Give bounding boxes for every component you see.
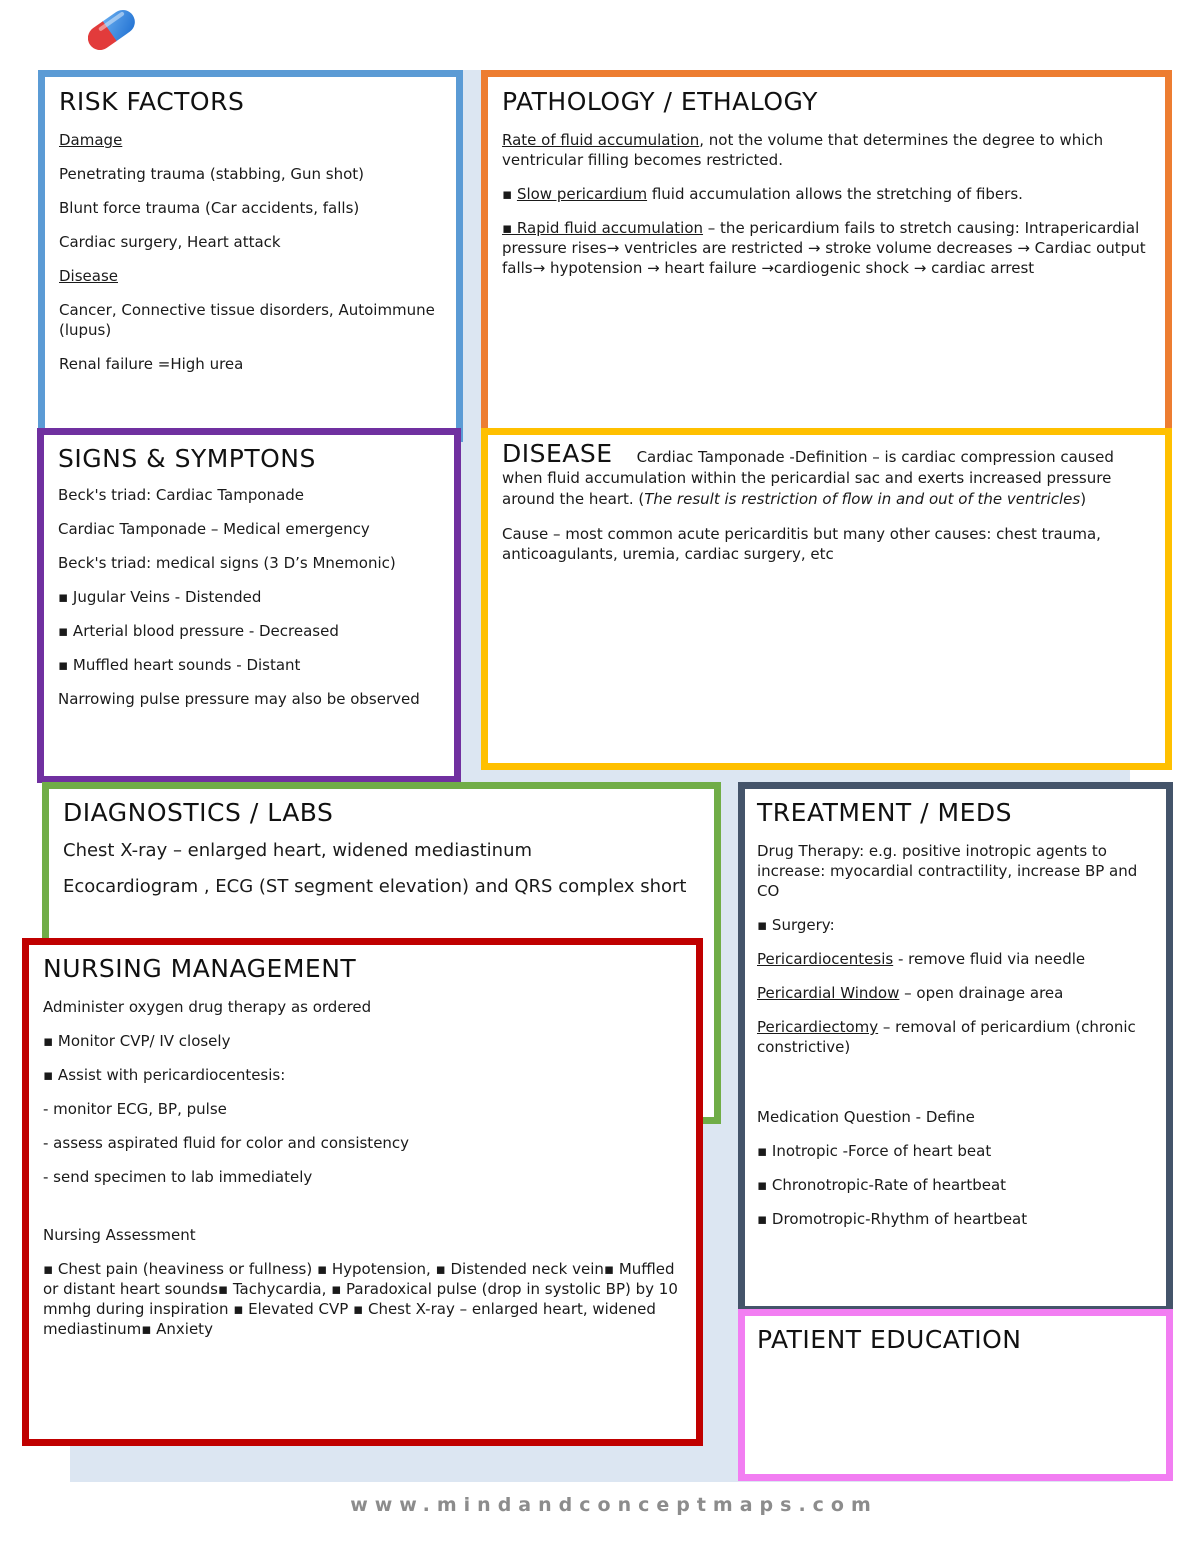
- damage-heading: Damage: [59, 131, 123, 149]
- rate-accumulation-term: Rate of fluid accumulation: [502, 131, 700, 149]
- pathology-title: PATHOLOGY / ETHALOGY: [502, 87, 818, 116]
- diagnostic-item: Ecocardiogram , ECG (ST segment elevation) and QRS complex short: [63, 876, 687, 897]
- signs-symptoms-box: [37, 428, 461, 783]
- procedure-item: [757, 949, 1154, 969]
- procedure-name: Pericardiectomy: [757, 1018, 879, 1036]
- rapid-accumulation-term: ▪ Rapid fluid accumulation: [502, 219, 704, 237]
- sign-item: ▪ Muffled heart sounds - Distant: [58, 656, 301, 674]
- disease-heading: Disease: [59, 267, 118, 285]
- sign-item: ▪ Jugular Veins - Distended: [58, 588, 262, 606]
- nursing-management-box: [22, 938, 703, 1446]
- medication-item: ▪ Dromotropic-Rhythm of heartbeat: [757, 1210, 1028, 1228]
- nursing-item: - send specimen to lab immediately: [43, 1168, 313, 1186]
- disease-title: DISEASE: [502, 439, 613, 468]
- disease-definition: [502, 439, 1151, 510]
- definition-italic: The result is restriction of flow in and out of the ventricles: [644, 490, 1081, 508]
- pathology-paragraph: [502, 184, 1151, 204]
- damage-item: Cardiac surgery, Heart attack: [59, 233, 281, 251]
- pathology-paragraph: [502, 130, 1151, 170]
- nursing-assessment-text: ▪ Chest pain (heaviness or fullness) ▪ Hypotension, ▪ Distended neck vein▪ Muffled or distant heart sounds▪ Tachycardia, ▪ Paradoxical pulse (drop in systolic BP) by 10 mmhg during inspiration ▪ Elevated CVP ▪ Chest X-ray – enlarged heart, widened mediastinum▪ Anxiety: [43, 1260, 678, 1338]
- definition-text: Cardiac Tamponade -Definition – is cardiac compression caused when fluid accumulation within the pericardial sac and exerts increased pressure around the heart. (: [502, 448, 1114, 508]
- pill-capsule-icon: [88, 0, 148, 58]
- procedure-desc: - remove fluid via needle: [893, 950, 1086, 968]
- damage-item: Blunt force trauma (Car accidents, falls): [59, 199, 360, 217]
- sign-item: Narrowing pulse pressure may also be observed: [58, 690, 420, 708]
- pathology-text: – the pericardium fails to stretch causing: Intrapericardial pressure rises→ ventricles are restricted → stroke volume decreases → Cardiac output falls→ hypotension → heart failure →cardiogenic shock → cardiac arrest: [502, 219, 1146, 277]
- nursing-item: - assess aspirated fluid for color and consistency: [43, 1134, 410, 1152]
- procedure-desc: – open drainage area: [899, 984, 1064, 1002]
- disease-item: Cancer, Connective tissue disorders, Autoimmune (lupus): [59, 301, 435, 339]
- treatment-title: TREATMENT / MEDS: [757, 798, 1013, 827]
- procedure-desc: – removal of pericardium (chronic constrictive): [757, 1018, 1136, 1056]
- medication-question: Medication Question - Define: [757, 1108, 975, 1126]
- disease-box: [481, 428, 1172, 770]
- sign-item: Beck's triad: medical signs (3 D’s Mnemonic): [58, 554, 396, 572]
- damage-item: Penetrating trauma (stabbing, Gun shot): [59, 165, 365, 183]
- definition-close: ): [1080, 490, 1087, 508]
- education-title: PATIENT EDUCATION: [757, 1325, 1022, 1354]
- risk-factors-box: [38, 70, 463, 442]
- nursing-assessment-heading: Nursing Assessment: [43, 1226, 196, 1244]
- procedure-name: Pericardiocentesis: [757, 950, 894, 968]
- surgery-heading: ▪ Surgery:: [757, 916, 835, 934]
- pathology-text: fluid accumulation allows the stretching of fibers.: [647, 185, 1023, 203]
- procedure-item: [757, 1017, 1154, 1057]
- procedure-name: Pericardial Window: [757, 984, 900, 1002]
- nursing-item: Administer oxygen drug therapy as ordered: [43, 998, 372, 1016]
- diagnostics-title: DIAGNOSTICS / LABS: [63, 798, 334, 827]
- disease-item: Renal failure =High urea: [59, 355, 244, 373]
- sign-item: Cardiac Tamponade – Medical emergency: [58, 520, 370, 538]
- medication-item: ▪ Chronotropic-Rate of heartbeat: [757, 1176, 1007, 1194]
- nursing-item: ▪ Assist with pericardiocentesis:: [43, 1066, 286, 1084]
- pathology-box: [481, 70, 1172, 442]
- nursing-title: NURSING MANAGEMENT: [43, 954, 357, 983]
- patient-education-box: [738, 1309, 1173, 1481]
- signs-title: SIGNS & SYMPTONS: [58, 444, 316, 473]
- bullet: ▪: [502, 185, 517, 203]
- nursing-item: - monitor ECG, BP, pulse: [43, 1100, 227, 1118]
- website-footer: www.mindandconceptmaps.com: [350, 1494, 878, 1516]
- diagnostic-item: Chest X-ray – enlarged heart, widened mediastinum: [63, 840, 533, 861]
- slow-pericardium-term: Slow pericardium: [516, 185, 648, 203]
- sign-item: ▪ Arterial blood pressure - Decreased: [58, 622, 339, 640]
- risk-factors-title: RISK FACTORS: [59, 87, 245, 116]
- medication-item: ▪ Inotropic -Force of heart beat: [757, 1142, 992, 1160]
- pathology-text: , not the volume that determines the degree to which ventricular filling becomes restricted.: [502, 131, 1104, 169]
- drug-therapy: Drug Therapy: e.g. positive inotropic agents to increase: myocardial contractility, increase BP and CO: [757, 842, 1138, 900]
- sign-item: Beck's triad: Cardiac Tamponade: [58, 486, 305, 504]
- nursing-item: ▪ Monitor CVP/ IV closely: [43, 1032, 231, 1050]
- disease-cause: Cause – most common acute pericarditis but many other causes: chest trauma, anticoagulants, uremia, cardiac surgery, etc: [502, 525, 1101, 563]
- procedure-item: [757, 983, 1154, 1003]
- pathology-paragraph: [502, 218, 1151, 278]
- treatment-box: [738, 782, 1173, 1313]
